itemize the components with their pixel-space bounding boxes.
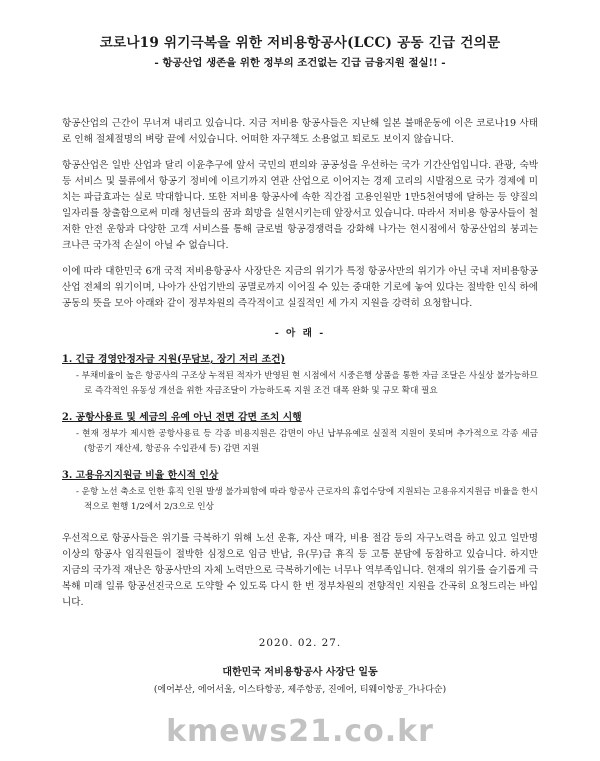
item-1-body: - 부채비율이 높은 항공사의 구조상 누적된 적자가 반영된 현 시점에서 시중은행 상품을 통한 자금 조달은 사실상 불가능하므로 즉각적인 유동성 개선을 위한 자금조달이 가능하도록 지원 조건 대폭 완화 및 규모 확대 필요 xyxy=(76,371,538,396)
document-title: 코로나19 위기극복을 위한 저비용항공사(LCC) 공동 긴급 건의문 xyxy=(99,35,501,51)
paragraph-1: 항공산업의 근간이 무너져 내리고 있습니다. 지금 저비용 항공사들은 지난해 일본 불매운동에 이은 코로나19 사태로 인해 절체절명의 벼랑 끝에 서있습니다. 어떠한 자구책도 소용없고 퇴로도 보이지 않습니다. xyxy=(62,118,538,145)
item-2-body: - 현재 정부가 제시한 공항사용료 등 각종 비용지원은 감면이 아닌 납부유예로 실질적 지원이 못되며 추가적으로 각종 세금(항공기 재산세, 항공유 수입관세 등) 감면 지원 xyxy=(76,429,538,454)
member-airlines: (에어부산, 에어서울, 이스타항공, 제주항공, 진에어, 티웨이항공_가나다순) xyxy=(153,685,447,695)
item-1-title: 1. 긴급 경영안정자금 지원(무담보, 장기 저리 조건) xyxy=(62,354,286,365)
item-2-title: 2. 공항사용료 및 세금의 유예 아닌 전면 감면 조치 시행 xyxy=(62,412,302,423)
paragraph-3: 이에 따라 대한민국 6개 국적 저비용항공사 사장단은 지금의 위기가 특정 항공사만의 위기가 아닌 국내 저비용항공산업 전체의 위기이며, 나아가 산업기반의 공멸로까지 이어질 수 있는 중대한 기로에 놓여 있다는 절박한 인식 하에 공동의 뜻을 모아 아래와 같이 정부차원의 즉각적이고 실질적인 세 가지 지원을 강력히 요청합니다. xyxy=(62,266,538,309)
paragraph-2: 항공산업은 일반 산업과 달리 이윤추구에 앞서 국민의 편의와 공공성을 우선하는 국가 기간산업입니다. 관광, 숙박 등 서비스 및 물류에서 항공기 정비에 이르기까지 연관 산업으로 이어지는 경제 고리의 시발점으로 국가 경제에 미치는 파급효과는 실로 막대합니다. 또한 저비용 항공사에 속한 직간접 고용인원만 1만5천여명에 달하는 등 양질의 일자리를 창출함으로써 미래 청년들의 꿈과 희망을 실현시키는데 앞장서고 있습니다. 따라서 저비용 항공사들이 철저한 안전 운항과 다양한 고객 서비스를 통해 글로벌 항공경쟁력을 강화해 나가는 현시점에서 항공산업의 붕괴는 크나큰 국가적 손실이 아닐 수 없습니다. xyxy=(62,160,538,251)
document-date: 2020. 02. 27. xyxy=(258,637,342,649)
document-subtitle: - 항공산업 생존을 위한 정부의 조건없는 긴급 금융지원 절실!! - xyxy=(154,57,446,69)
watermark: kmews21.co.kr xyxy=(166,714,434,749)
section-heading: - 아 래 - xyxy=(274,328,326,339)
signatory: 대한민국 저비용항공사 사장단 일동 xyxy=(222,667,378,678)
item-3-title: 3. 고용유지지원금 비율 한시적 인상 xyxy=(62,470,219,481)
closing-paragraph: 우선적으로 항공사들은 위기를 극복하기 위해 노선 운휴, 자산 매각, 비용 절감 등의 자구노력을 하고 있고 일만명 이상의 항공사 임직원들이 절박한 심정으로 임금 반납, 유(무)급 휴직 등 고통 분담에 동참하고 있습니다. 하지만 지금의 국가적 재난은 항공사만의 자체 노력만으로 극복하기에는 너무나 역부족입니다. 현재의 위기를 슬기롭게 극복해 미래 일류 항공선진국으로 도약할 수 있도록 다시 한 번 정부차원의 전향적인 지원을 간곡히 요청드리는 바입니다. xyxy=(62,533,538,608)
item-3-body: - 운항 노선 축소로 인한 휴직 인원 발생 불가피함에 따라 항공사 근로자의 휴업수당에 지원되는 고용유지지원금 비율을 한시적으로 현행 1/2에서 2/3으로 인상 xyxy=(76,487,538,512)
